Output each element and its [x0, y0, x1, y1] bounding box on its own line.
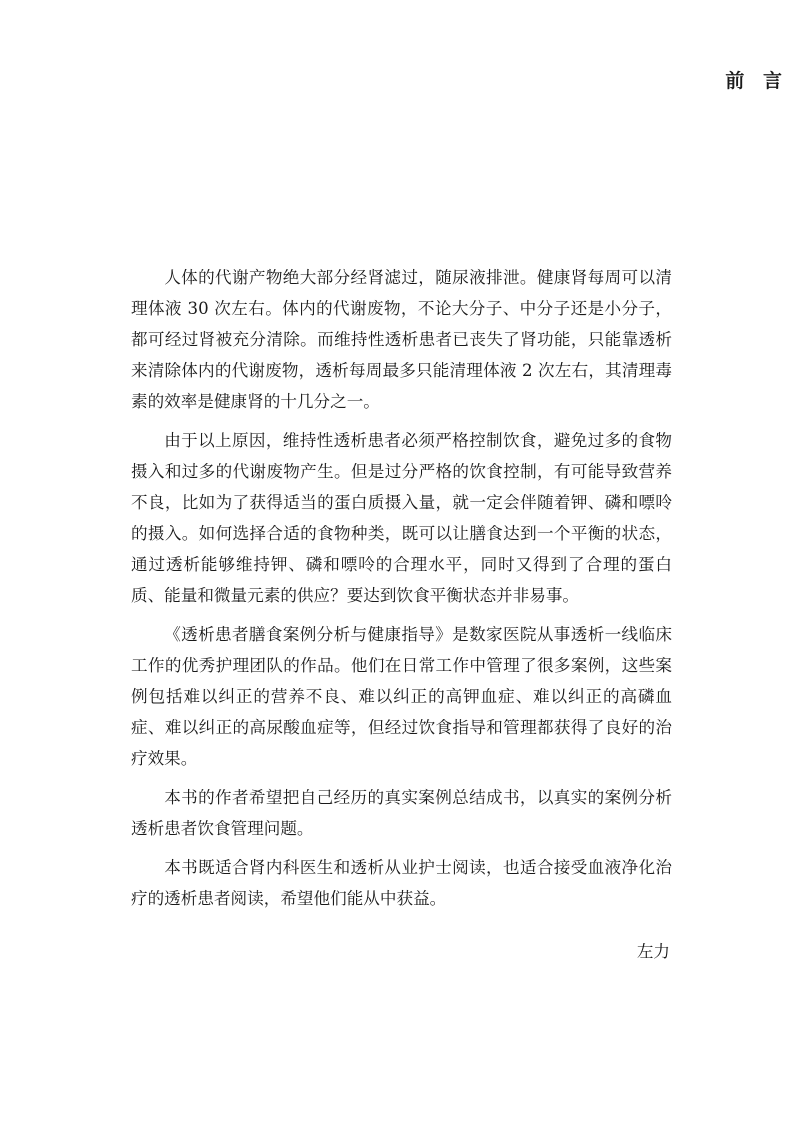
paragraph-4: 本书的作者希望把自己经历的真实案例总结成书，以真实的案例分析透析患者饮食管理问题。 — [131, 788, 672, 838]
paragraph-5: 本书既适合肾内科医生和透析从业护士阅读，也适合接受血液净化治疗的透析患者阅读，希望他们能从中获益。 — [131, 858, 672, 908]
paragraph-3: 《透析患者膳食案例分析与健康指导》是数家医院从事透析一线临床工作的优秀护理团队的作品。他们在日常工作中管理了很多案例，这些案例包括难以纠正的营养不良、难以纠正的高钾血症、难以纠正的高磷血症、难以纠正的高尿酸血症等，但经过饮食指导和管理都获得了良好的治疗效果。 — [131, 625, 672, 768]
preface-body — [131, 262, 672, 922]
paragraph-2: 由于以上原因，维持性透析患者必须严格控制饮食，避免过多的食物摄入和过多的代谢废物产生。但是过分严格的饮食控制，有可能导致营养不良，比如为了获得适当的蛋白质摄入量，就一定会伴随着钾、磷和嘌呤的摄入。如何选择合适的食物种类，既可以让膳食达到一个平衡的状态，通过透析能够维持钾、磷和嘌呤的合理水平，同时又得到了合理的蛋白质、能量和微量元素的供应？要达到饮食平衡状态并非易事。 — [131, 431, 672, 605]
paragraph-1: 人体的代谢产物绝大部分经肾滤过，随尿液排泄。健康肾每周可以清理体液 30 次左右。体内的代谢废物，不论大分子、中分子还是小分子，都可经过肾被充分清除。而维持性透析患者已丧失了肾功能，只能靠透析来清除体内的代谢废物，透析每周最多只能清理体液 2 次左右，其清理毒素的效率是健康肾的十几分之一。 — [131, 268, 672, 411]
page-title: 前 言 — [725, 70, 788, 92]
author-signature: 左力 — [636, 942, 670, 961]
